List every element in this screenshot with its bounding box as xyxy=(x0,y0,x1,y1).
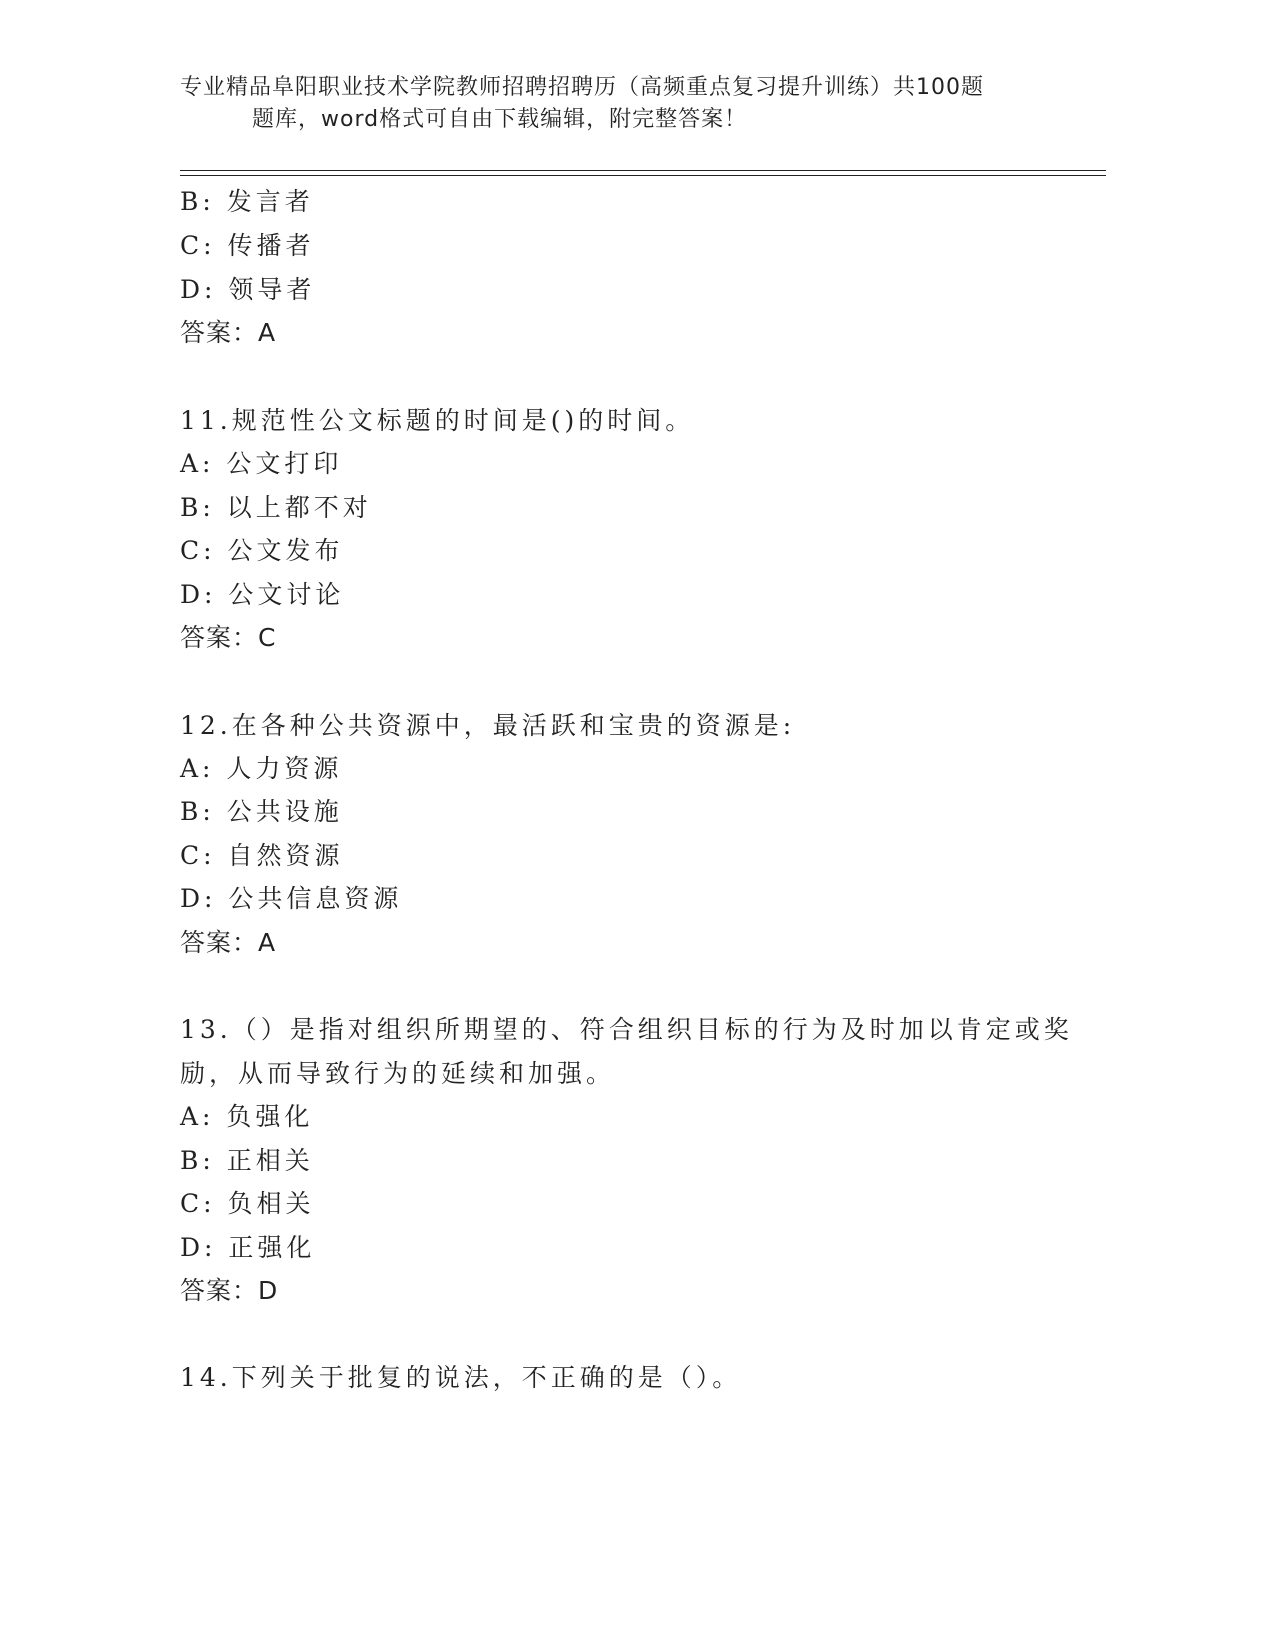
document-header xyxy=(180,72,1080,136)
header-divider-bottom xyxy=(180,175,1106,176)
question-11: 11.规范性公文标题的时间是()的时间。 xyxy=(180,406,695,435)
option-c: C: 传播者 xyxy=(180,231,315,260)
answer-line: 答案：D xyxy=(180,1276,279,1305)
question-13: 13.（）是指对组织所期望的、符合组织目标的行为及时加以肯定或奖 xyxy=(180,1015,1073,1044)
answer-line: 答案：A xyxy=(180,318,277,347)
option-d: D: 正强化 xyxy=(180,1233,316,1262)
option-a: A: 负强化 xyxy=(180,1102,314,1131)
option-b: B: 以上都不对 xyxy=(180,493,372,522)
option-d: D: 公文讨论 xyxy=(180,580,345,609)
option-b: B: 发言者 xyxy=(180,187,314,216)
option-b: B: 正相关 xyxy=(180,1146,314,1175)
option-c: C: 负相关 xyxy=(180,1189,315,1218)
document-title-line-1: 专业精品阜阳职业技术学院教师招聘招聘历（高频重点复习提升训练）共100题 xyxy=(180,75,984,100)
option-c: C: 公文发布 xyxy=(180,536,344,565)
question-14: 14.下列关于批复的说法，不正确的是（）。 xyxy=(180,1363,742,1392)
option-b: B: 公共设施 xyxy=(180,797,343,826)
option-c: C: 自然资源 xyxy=(180,841,344,870)
question-13-continued: 励，从而导致行为的延续和加强。 xyxy=(180,1059,616,1088)
document-title-line-2: 题库，word格式可自由下载编辑，附完整答案！ xyxy=(252,107,748,132)
option-d: D: 领导者 xyxy=(180,275,316,304)
header-divider-top xyxy=(180,170,1106,171)
option-d: D: 公共信息资源 xyxy=(180,884,403,913)
question-12: 12.在各种公共资源中，最活跃和宝贵的资源是: xyxy=(180,711,796,740)
answer-line: 答案：A xyxy=(180,928,277,957)
option-a: A: 人力资源 xyxy=(180,754,343,783)
answer-line: 答案：C xyxy=(180,623,277,652)
option-a: A: 公文打印 xyxy=(180,449,343,478)
